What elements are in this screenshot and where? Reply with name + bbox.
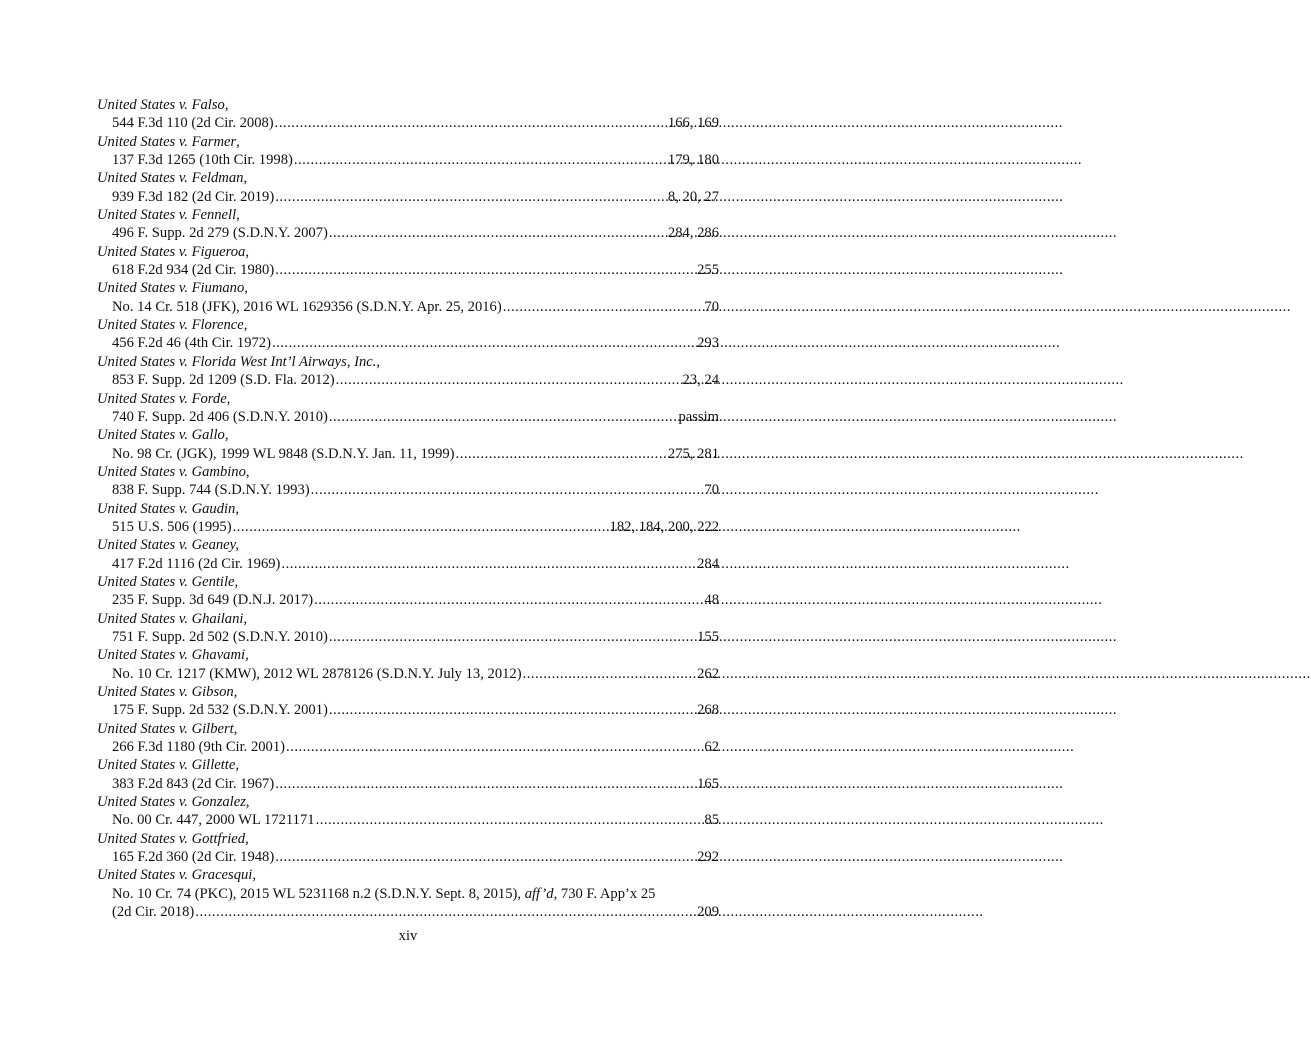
case-name (97, 830, 719, 848)
dot-leader (311, 481, 704, 499)
citation-text: 383 F.2d 843 (2d Cir. 1967) (112, 775, 275, 792)
case-name (97, 756, 719, 774)
page-references: 262 (697, 665, 719, 682)
dot-leader (286, 738, 703, 756)
authority-entry (97, 793, 719, 830)
citation-line (97, 848, 719, 866)
citation-line (97, 628, 719, 646)
case-name (97, 536, 719, 554)
page-references: 62 (704, 739, 719, 756)
citation-line (97, 408, 719, 426)
page-references: 284 (697, 555, 719, 572)
citation-line (97, 738, 719, 756)
citation-line (97, 298, 719, 316)
case-name (97, 390, 719, 408)
case-name-separator: , (243, 317, 248, 334)
citation-text: 740 F. Supp. 2d 406 (S.D.N.Y. 2010) (112, 408, 328, 425)
case-name (97, 353, 719, 371)
dot-leader (329, 224, 667, 242)
case-name-text: United States v. Gracesqui (97, 867, 253, 884)
citation-line (97, 261, 719, 279)
citation-line (97, 224, 719, 242)
page-references: 292 (697, 849, 719, 866)
page-references: 275, 281 (667, 445, 719, 462)
citation-text: 417 F.2d 1116 (2d Cir. 1969) (112, 555, 281, 572)
dot-leader (281, 555, 696, 573)
case-name (97, 426, 719, 444)
case-name (97, 573, 719, 591)
case-name-separator: , (252, 867, 257, 884)
authority-entry (97, 646, 719, 683)
authority-entry (97, 536, 719, 573)
case-name-separator: , (236, 207, 240, 224)
authority-entry (97, 243, 719, 280)
dot-leader (275, 775, 696, 793)
case-name-separator: , (226, 390, 231, 407)
case-name-text: United States v. Ghavami, (97, 647, 249, 664)
page-references: 85 (704, 812, 719, 829)
citation-text: 137 F.3d 1265 (10th Cir. 1998) (112, 152, 293, 169)
dot-leader (523, 665, 697, 683)
citation-line (97, 701, 719, 719)
case-name (97, 133, 719, 151)
page-references: 70 (704, 298, 719, 315)
citation-prefix: No. 10 Cr. 74 (PKC), 2015 WL 5231168 n.2 (S.D.N.Y. Sept. 8, 2015), (112, 885, 525, 902)
case-name-separator: , (224, 427, 229, 444)
citation-text: (2d Cir. 2018) (112, 904, 195, 921)
case-name-text: United States v. Fennell (97, 207, 237, 224)
dot-leader (329, 701, 696, 719)
case-name (97, 169, 719, 187)
citation-text: 838 F. Supp. 744 (S.D.N.Y. 1993) (112, 482, 310, 499)
case-name (97, 720, 719, 738)
case-name (97, 96, 719, 114)
citation-line (97, 591, 719, 609)
page-references: 268 (697, 702, 719, 719)
citation-text: 515 U.S. 506 (1995) (112, 518, 232, 535)
page-references: 166, 169 (667, 115, 719, 132)
case-name (97, 610, 719, 628)
case-name-separator: , (243, 610, 248, 627)
citation-line (97, 371, 719, 389)
citation-line (97, 481, 719, 499)
dot-leader (314, 591, 703, 609)
authority-entry (97, 279, 719, 316)
page-references: 48 (704, 592, 719, 609)
case-name (97, 793, 719, 811)
citation-line (97, 775, 719, 793)
case-name-text: United States v. Florida West Int’l Airways, Inc. (97, 353, 377, 370)
table-of-authorities (97, 96, 719, 921)
case-name-separator: , (233, 684, 238, 700)
dot-leader (329, 408, 678, 426)
page-references: 70 (704, 482, 719, 499)
citation-text: 853 F. Supp. 2d 1209 (S.D. Fla. 2012) (112, 372, 335, 389)
case-name (97, 683, 719, 701)
citation-text: 496 F. Supp. 2d 279 (S.D.N.Y. 2007) (112, 225, 328, 242)
citation-line (97, 445, 719, 463)
case-name-separator: , (235, 500, 240, 517)
case-name (97, 279, 719, 297)
dot-leader (233, 518, 609, 536)
citation-suffix: 730 F. App’x 25 (557, 885, 656, 902)
citation-line (97, 151, 719, 169)
case-name-text: United States v. Gibson (97, 684, 234, 700)
authority-entry (97, 720, 719, 757)
authority-entry (97, 316, 719, 353)
authority-entry (97, 756, 719, 793)
case-name-separator: , (245, 463, 250, 480)
case-name-text: United States v. Falso (97, 97, 225, 113)
case-name-text: United States v. Gentile (97, 573, 235, 590)
page-references: 209 (697, 904, 719, 921)
authority-entry (97, 830, 719, 867)
case-name-separator: , (244, 280, 248, 297)
case-name-text: United States v. Gambino (97, 463, 246, 480)
case-name-separator: , (245, 794, 250, 811)
case-name-text: United States v. Gonzalez (97, 794, 246, 811)
dot-leader (503, 298, 704, 316)
authority-entry (97, 353, 719, 390)
citation-text: 751 F. Supp. 2d 502 (S.D.N.Y. 2010) (112, 628, 328, 645)
authority-entry (97, 133, 719, 170)
citation-line (97, 665, 719, 683)
page-references: 284, 286 (667, 225, 719, 242)
citation-line (97, 518, 719, 536)
case-name-text: United States v. Farmer (97, 133, 237, 150)
authority-entry (97, 610, 719, 647)
case-name (97, 463, 719, 481)
dot-leader (275, 188, 667, 206)
case-name-text: United States v. Gillette (97, 757, 236, 774)
page-references: passim (678, 408, 719, 425)
dot-leader (456, 445, 667, 463)
dot-leader (275, 114, 667, 132)
case-name-separator: , (376, 353, 381, 370)
citation-line (97, 903, 719, 921)
citation-text: No. 00 Cr. 447, 2000 WL 1721171 (112, 812, 315, 829)
authority-entry (97, 390, 719, 427)
case-name (97, 866, 719, 884)
page-references: 293 (697, 335, 719, 352)
dot-leader (275, 848, 696, 866)
citation-text: 939 F.3d 182 (2d Cir. 2019) (112, 188, 275, 205)
dot-leader (316, 811, 704, 829)
page-references: 155 (697, 628, 719, 645)
citation-line (97, 114, 719, 132)
citation-line (97, 555, 719, 573)
page-references: 179, 180 (667, 152, 719, 169)
authority-entry (97, 573, 719, 610)
case-name-text: United States v. Florence (97, 317, 244, 334)
page-references: 165 (697, 775, 719, 792)
case-name (97, 500, 719, 518)
citation-text: 175 F. Supp. 2d 532 (S.D.N.Y. 2001) (112, 702, 328, 719)
authority-entry (97, 96, 719, 133)
case-name-separator: , (236, 133, 240, 150)
case-name (97, 316, 719, 334)
page-references: 23, 24 (682, 372, 719, 389)
case-name-text: United States v. Fiumano (97, 280, 245, 297)
case-name-text: United States v. Gilbert (97, 720, 234, 737)
case-name-text: United States v. Gottfried (97, 830, 246, 847)
case-name-text: United States v. Figueroa (97, 243, 246, 260)
authority-entry (97, 206, 719, 243)
case-name-separator: , (235, 757, 239, 774)
authority-entry (97, 683, 719, 720)
citation-text: No. 10 Cr. 1217 (KMW), 2012 WL 2878126 (S.D.N.Y. July 13, 2012) (112, 665, 522, 682)
authority-entry (97, 463, 719, 500)
citation-text: No. 14 Cr. 518 (JFK), 2016 WL 1629356 (S.D.N.Y. Apr. 25, 2016) (112, 298, 502, 315)
page-references: 8, 20, 27 (667, 188, 719, 205)
case-name-text: United States v. Feldman (97, 170, 244, 187)
citation-text: 165 F.2d 360 (2d Cir. 1948) (112, 849, 275, 866)
case-name-text: United States v. Geaney, (97, 537, 239, 554)
citation-line (97, 188, 719, 206)
citation-signal: aff’d, (524, 885, 558, 902)
dot-leader (336, 371, 682, 389)
authority-list (97, 96, 719, 866)
page-number: xiv (398, 928, 418, 944)
citation-text: 456 F.2d 46 (4th Cir. 1972) (112, 335, 271, 352)
citation-text: 618 F.2d 934 (2d Cir. 1980) (112, 262, 275, 279)
case-name-separator: , (243, 170, 248, 187)
page-references: 255 (697, 262, 719, 279)
case-name-separator: , (245, 243, 249, 260)
dot-leader (294, 151, 667, 169)
case-name-text: United States v. Ghailani (97, 610, 244, 627)
citation-line (97, 334, 719, 352)
case-name (97, 646, 719, 664)
case-name-text: United States v. Gallo (97, 427, 225, 444)
dot-leader (195, 903, 696, 921)
case-name-separator: , (245, 830, 249, 847)
case-name (97, 206, 719, 224)
citation-text: No. 98 Cr. (JGK), 1999 WL 9848 (S.D.N.Y. Jan. 11, 1999) (112, 445, 455, 462)
dot-leader (329, 628, 696, 646)
authority-entry (97, 426, 719, 463)
case-name-separator: , (234, 573, 239, 590)
authority-entry (97, 866, 719, 921)
authority-entry (97, 169, 719, 206)
authority-entry (97, 500, 719, 537)
case-name-separator: , (233, 720, 238, 737)
case-name-text: United States v. Forde (97, 390, 227, 407)
dot-leader (275, 261, 696, 279)
dot-leader (272, 334, 696, 352)
citation-text: 266 F.3d 1180 (9th Cir. 2001) (112, 739, 286, 756)
citation-text: 235 F. Supp. 3d 649 (D.N.J. 2017) (112, 592, 314, 609)
citation-line (97, 885, 719, 903)
citation-text: 544 F.3d 110 (2d Cir. 2008) (112, 115, 274, 132)
citation-line (97, 811, 719, 829)
page-references: 182, 184, 200, 222 (609, 518, 719, 535)
case-name (97, 243, 719, 261)
case-name-separator: , (224, 97, 229, 113)
case-name-text: United States v. Gaudin (97, 500, 236, 517)
